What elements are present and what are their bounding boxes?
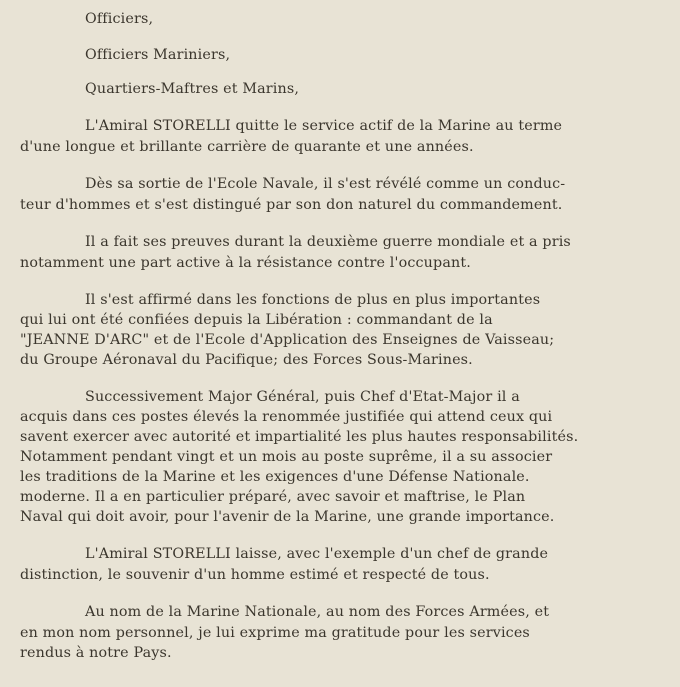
paragraph-line: du Groupe Aéronaval du Pacifique; des Forces Sous-Marines. xyxy=(20,352,473,368)
paragraph-line: Il a fait ses preuves durant la deuxième guerre mondiale et a pris xyxy=(85,234,571,250)
salutation-line: Officiers, xyxy=(85,11,154,27)
paragraph-line: Successivement Major Général, puis Chef d'Etat-Major il a xyxy=(85,389,520,405)
salutation-line: Quartiers-Maftres et Marins, xyxy=(85,81,300,97)
paragraph-line: rendus à notre Pays. xyxy=(20,645,172,661)
paragraph-line: L'Amiral STORELLI laisse, avec l'exemple d'un chef de grande xyxy=(85,546,549,562)
paragraph-line: acquis dans ces postes élevés la renommée justifiée qui attend ceux qui xyxy=(20,409,553,425)
paragraph-line: les traditions de la Marine et les exigences d'une Défense Nationale. xyxy=(20,469,530,485)
paragraph-line: "JEANNE D'ARC" et de l'Ecole d'Application des Enseignes de Vaisseau; xyxy=(20,332,555,348)
paragraph-line: savent exercer avec autorité et impartialité les plus hautes responsabilités. xyxy=(20,429,579,445)
paragraph-line: notamment une part active à la résistance contre l'occupant. xyxy=(20,255,471,271)
paragraph-line: Naval qui doit avoir, pour l'avenir de la Marine, une grande importance. xyxy=(20,509,555,525)
paragraph-line: d'une longue et brillante carrière de quarante et une années. xyxy=(20,139,474,155)
paragraph-line: moderne. Il a en particulier préparé, avec savoir et maftrise, le Plan xyxy=(20,489,526,505)
paragraph-line: Dès sa sortie de l'Ecole Navale, il s'est révélé comme un conduc- xyxy=(85,176,566,192)
paragraph-line: teur d'hommes et s'est distingué par son don naturel du commandement. xyxy=(20,197,563,213)
paragraph-line: L'Amiral STORELLI quitte le service actif de la Marine au terme xyxy=(85,118,563,134)
paragraph-line: en mon nom personnel, je lui exprime ma gratitude pour les services xyxy=(20,625,530,641)
paragraph-line: distinction, le souvenir d'un homme estimé et respecté de tous. xyxy=(20,567,490,583)
paragraph-line: qui lui ont été confiées depuis la Libération : commandant de la xyxy=(20,312,493,328)
paragraph-line: Au nom de la Marine Nationale, au nom des Forces Armées, et xyxy=(85,604,550,620)
paragraph-line: Il s'est affirmé dans les fonctions de plus en plus importantes xyxy=(85,292,541,308)
salutation-line: Officiers Mariniers, xyxy=(85,47,231,63)
paragraph-line: Notamment pendant vingt et un mois au poste suprême, il a su associer xyxy=(20,449,553,465)
